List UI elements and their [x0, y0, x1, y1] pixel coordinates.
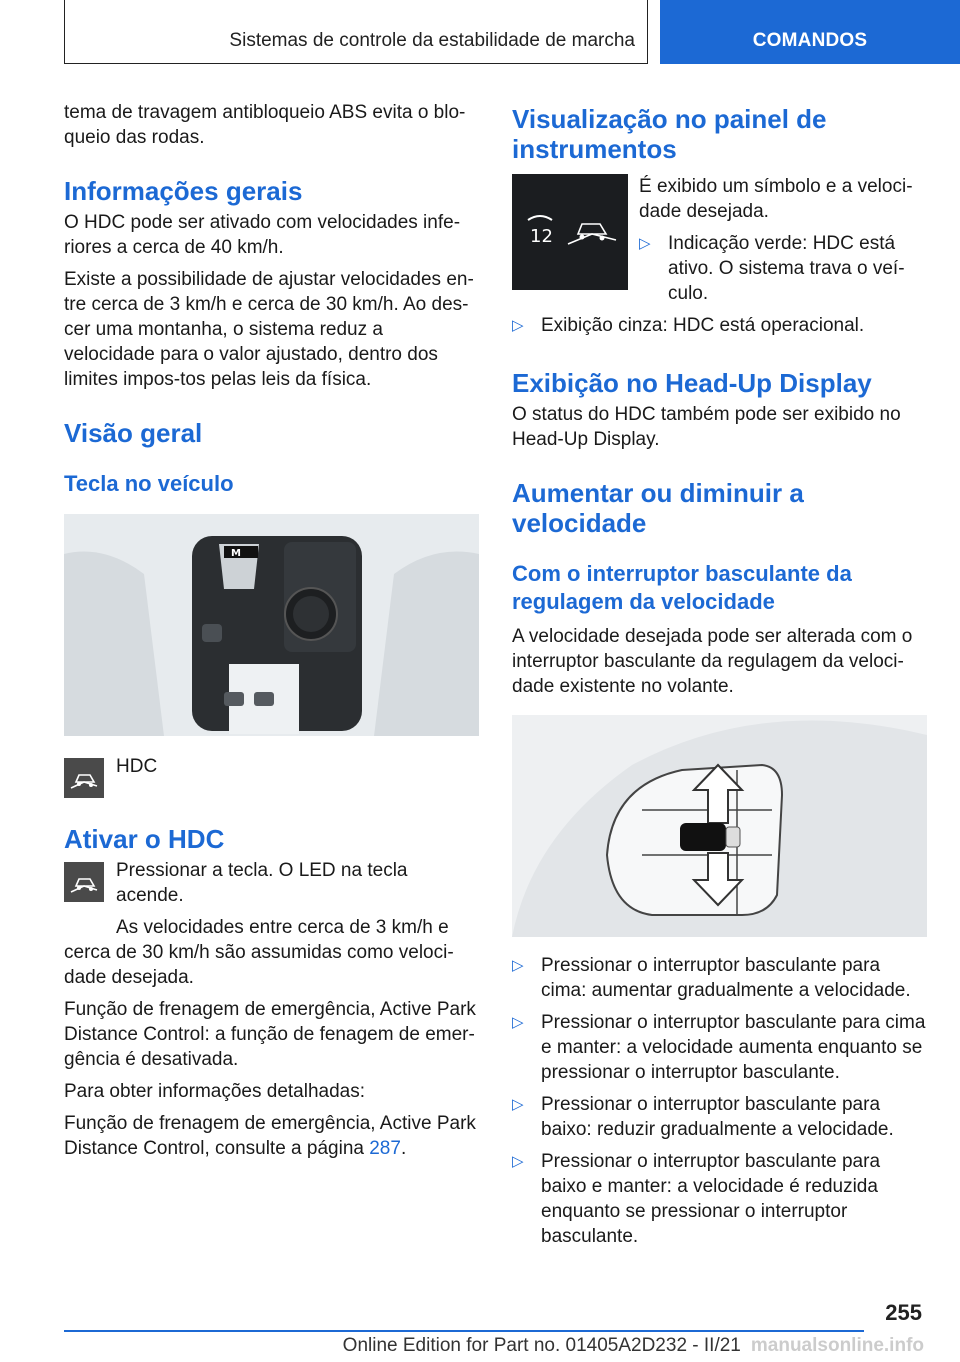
display-bullet-1 [639, 231, 927, 306]
hud-paragraph: O status do HDC também pode ser exibido no Head-Up Display. [512, 404, 901, 450]
bullet-text: Pressionar o interruptor basculante para cima: aumentar gradualmente a velocidade. [541, 955, 911, 1001]
triangle-bullet-icon: ▷ [512, 1096, 524, 1113]
switch-bullet-3 [512, 1092, 927, 1142]
triangle-bullet-icon: ▷ [512, 957, 524, 974]
chapter-tab [660, 0, 960, 64]
activate-paragraph-1: Pressionar a tecla. O LED na tecla acende. [116, 860, 408, 906]
switch-bullet-list [512, 953, 927, 1249]
triangle-bullet-icon: ▷ [639, 235, 651, 252]
intro-paragraph: tema de travagem antibloqueio ABS evita o blo-queio das rodas. [64, 102, 466, 148]
display-paragraph-1: É exibido um símbolo e a veloci-dade desejada. [639, 176, 913, 222]
bullet-text: Pressionar o interruptor basculante para baixo e manter: a velocidade é reduzida enquanto se pressionar o interruptor basculante. [541, 1151, 881, 1247]
footer-rule [64, 1330, 864, 1332]
switch-heading: Com o interruptor basculante da regulagem da velocidade [512, 561, 852, 614]
display-bullet-2 [512, 313, 927, 338]
page-number: 255 [885, 1300, 922, 1325]
page-link[interactable]: 287 [369, 1138, 401, 1159]
bullet-text: Indicação verde: HDC está ativo. O sistema trava o veí-culo. [668, 233, 905, 304]
hdc-icon [64, 862, 104, 902]
cluster-speed: 12 [530, 226, 553, 247]
display-heading: Visualização no painel de instrumentos [512, 104, 827, 164]
reference-text: Função de frenagem de emergência, Active Park Distance Control, consulte a página [64, 1113, 476, 1159]
bullet-text: Exibição cinza: HDC está operacional. [541, 315, 865, 336]
reference-end: . [400, 1138, 407, 1159]
section-title: Sistemas de controle da estabilidade de marcha [229, 30, 635, 51]
display-row [512, 174, 927, 306]
info-paragraph-1: O HDC pode ser ativado com velocidades infe-riores a cerca de 40 km/h. [64, 212, 461, 258]
activate-paragraph-5 [64, 1111, 479, 1161]
switch-paragraph: A velocidade desejada pode ser alterada com o interruptor basculante da regulagem da veloci-dade existente no volante. [512, 626, 913, 697]
svg-text:M: M [231, 548, 241, 559]
hdc-key-row [64, 754, 479, 802]
speed-heading: Aumentar ou diminuir a velocidade [512, 478, 804, 538]
activate-heading: Ativar o HDC [64, 824, 225, 854]
edition-text: Online Edition for Part no. 01405A2D232 - II/21 [342, 1335, 741, 1356]
hdc-icon [64, 758, 104, 798]
switch-bullet-2 [512, 1010, 927, 1085]
bullet-text: Pressionar o interruptor basculante para cima e manter: a velocidade aumenta enquanto se pressionar o interruptor basculante. [541, 1012, 926, 1083]
key-heading: Tecla no veículo [64, 471, 234, 496]
center-console-image [64, 514, 479, 736]
activate-row [64, 858, 479, 908]
triangle-bullet-icon: ▷ [512, 1014, 524, 1031]
watermark-site: manualsonline.info [750, 1335, 924, 1356]
right-column [512, 100, 927, 1256]
hdc-label: HDC [116, 756, 158, 777]
left-column [64, 100, 479, 1168]
steering-wheel-switch-image [512, 715, 927, 937]
activate-paragraph-2: As velocidades entre cerca de 3 km/h e cerca de 30 km/h são assumidas como veloci-dade desejada. [64, 917, 454, 988]
triangle-bullet-icon: ▷ [512, 1153, 524, 1170]
overview-heading: Visão geral [64, 418, 203, 448]
bullet-text: Pressionar o interruptor basculante para baixo: reduzir gradualmente a velocidade. [541, 1094, 894, 1140]
chapter-tab-label: COMANDOS [752, 30, 868, 51]
hud-heading: Exibição no Head-Up Display [512, 368, 872, 398]
activate-paragraph-4: Para obter informações detalhadas: [64, 1081, 366, 1102]
info-paragraph-2: Existe a possibilidade de ajustar velocidades en-tre cerca de 3 km/h e cerca de 30 km/h. Ao des-cer uma montanha, o sistema reduz a velocidade para o valor ajustado, dentro dos limites impos-tos pelas leis da física. [64, 269, 474, 390]
activate-paragraph-3: Função de frenagem de emergência, Active Park Distance Control: a função de fenagem de emer-gência é desativada. [64, 999, 476, 1070]
footer-edition [0, 1335, 960, 1357]
info-heading: Informações gerais [64, 176, 303, 206]
instrument-cluster-image [512, 174, 628, 290]
header-title-box [64, 0, 648, 64]
triangle-bullet-icon: ▷ [512, 317, 524, 334]
switch-bullet-4 [512, 1149, 927, 1249]
switch-bullet-1 [512, 953, 927, 1003]
